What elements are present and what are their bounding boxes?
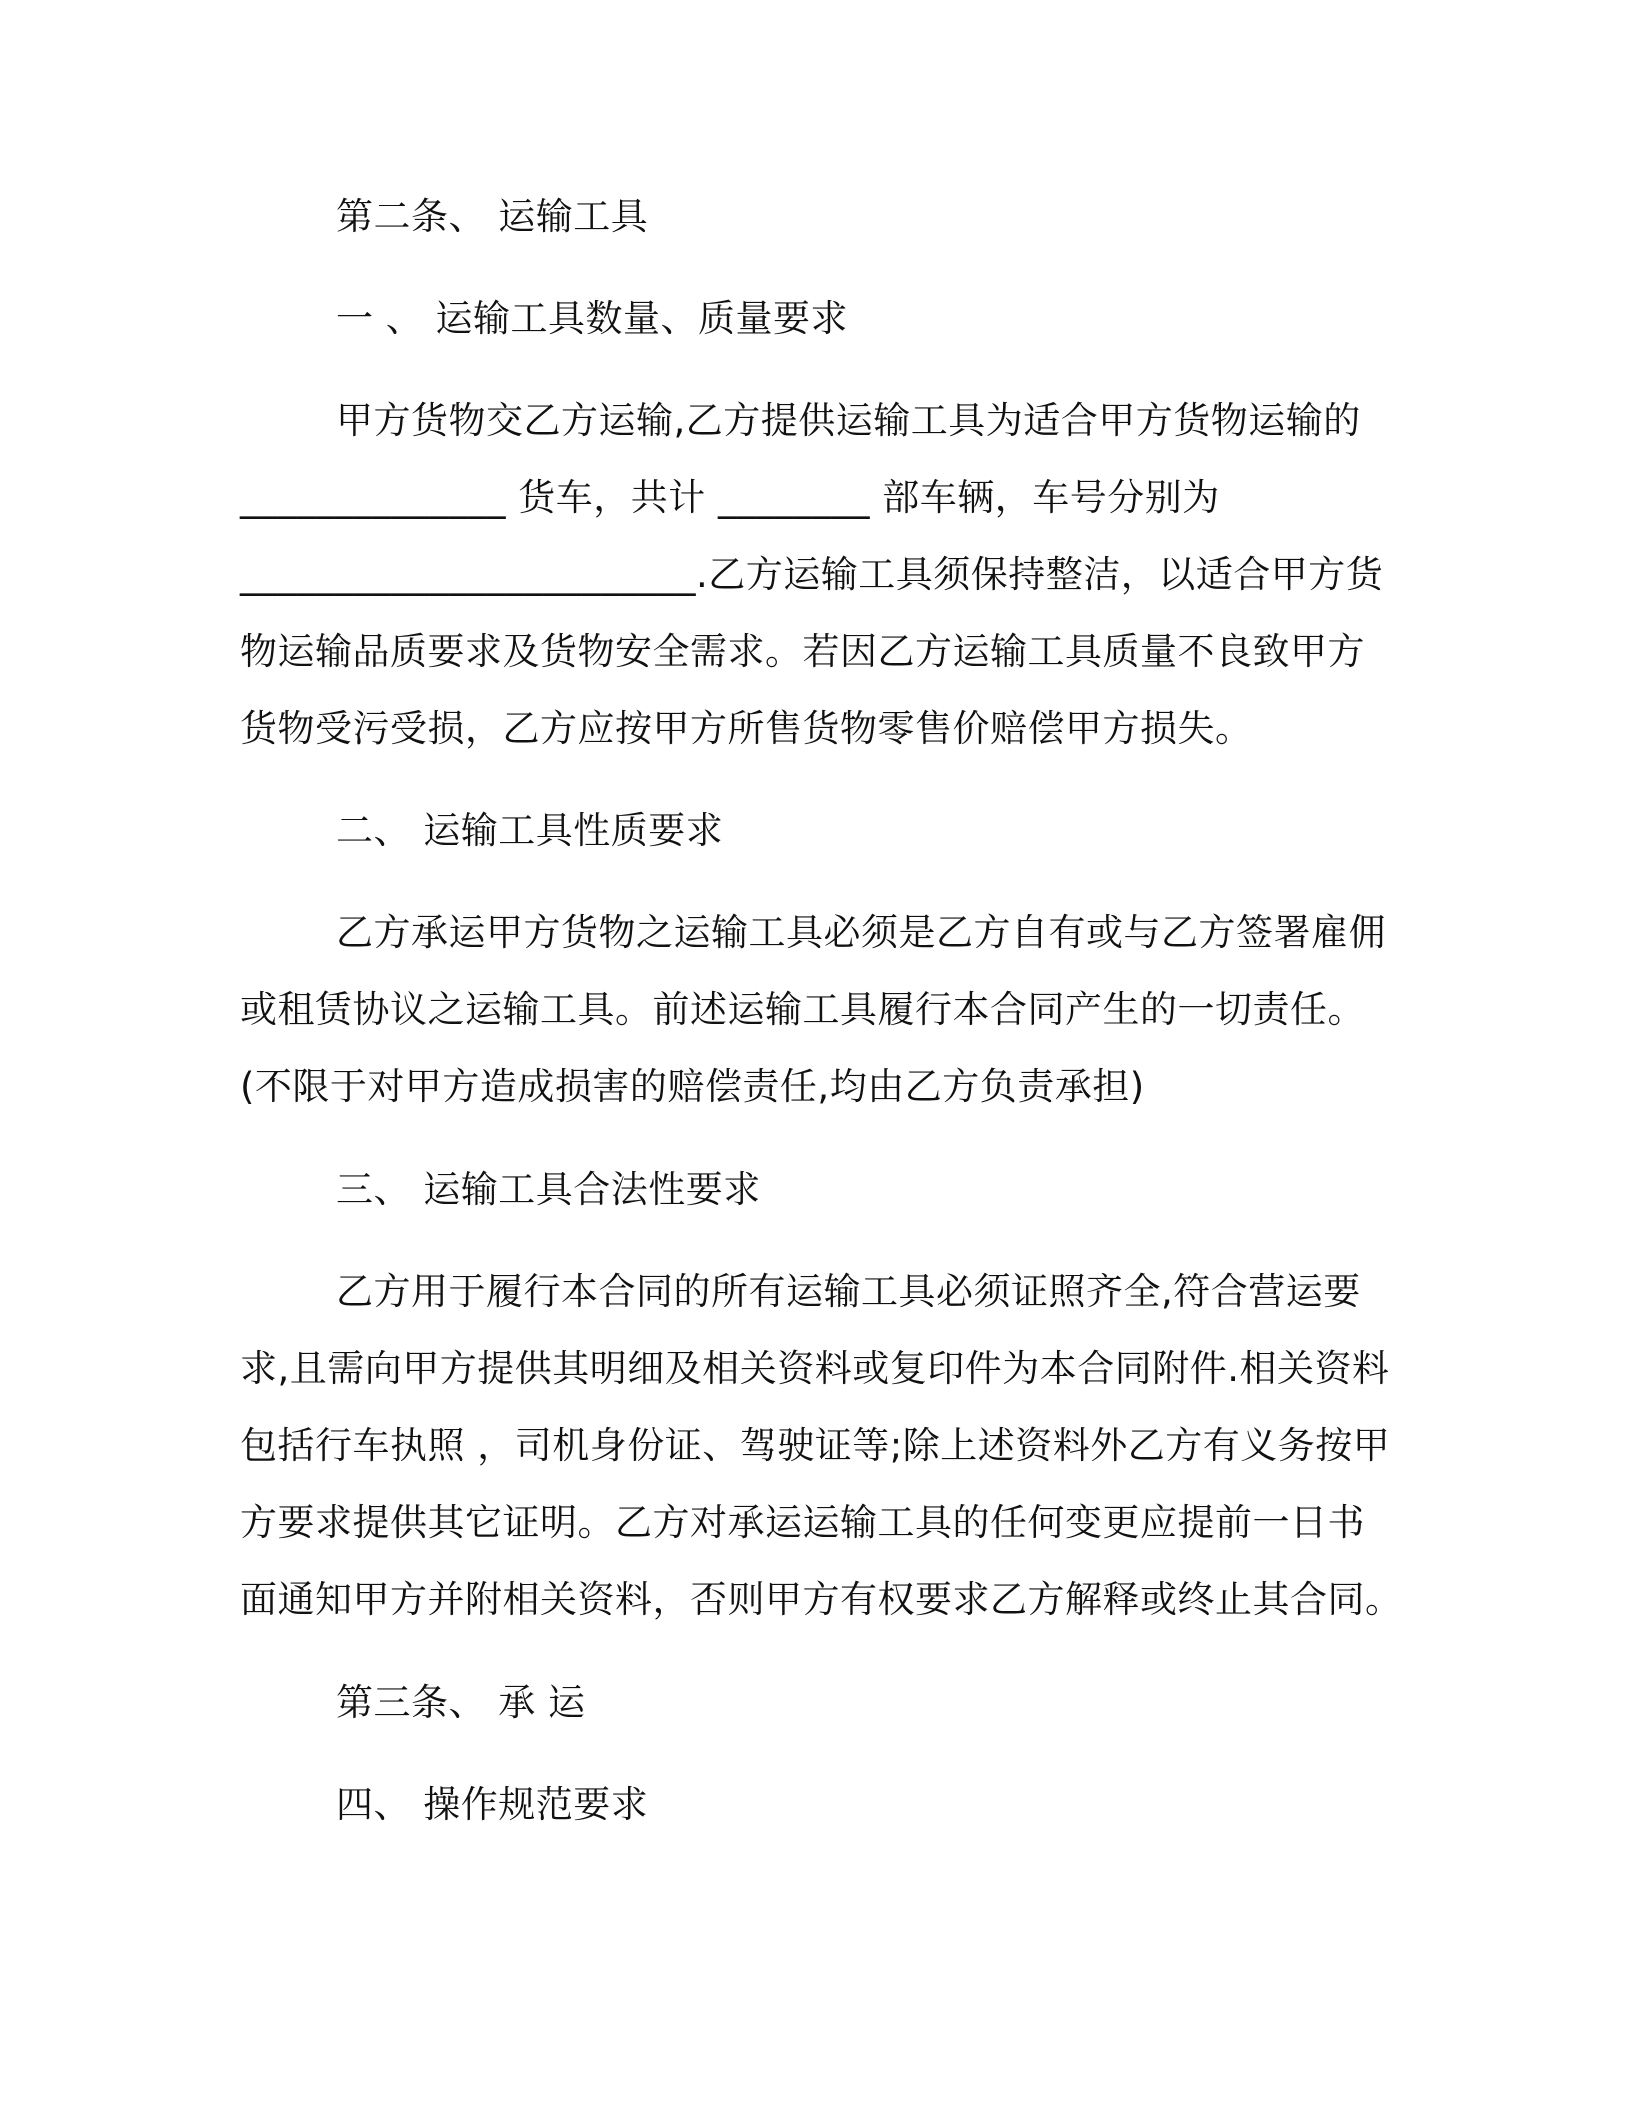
section-1-paragraph-line: 货物受污受损，乙方应按甲方所售货物零售价赔偿甲方损失。 <box>240 707 1253 750</box>
section-1-paragraph-line: 甲方货物交乙方运输,乙方提供运输工具为适合甲方货物运输的 <box>336 399 1361 442</box>
section-2-paragraph-line: (不限于对甲方造成损害的赔偿责任,均由乙方负责承担) <box>240 1065 1145 1108</box>
section-3-paragraph-line: 求,且需向甲方提供其明细及相关资料或复印件为本合同附件.相关资料 <box>240 1347 1390 1390</box>
section-1-paragraph-line: ______________ 货车，共计 ________ 部车辆，车号分别为 <box>240 476 1220 519</box>
section-3-paragraph-line: 方要求提供其它证明。乙方对承运运输工具的任何变更应提前一日书 <box>240 1501 1365 1544</box>
section-1-title: 一 、 运输工具数量、质量要求 <box>336 297 849 340</box>
section-2-paragraph-line: 或租赁协议之运输工具。前述运输工具履行本合同产生的一切责任。 <box>240 988 1365 1031</box>
section-3-paragraph-line: 乙方用于履行本合同的所有运输工具必须证照齐全,符合营运要 <box>336 1270 1361 1313</box>
section-1-paragraph-line: ________________________.乙方运输工具须保持整洁，以适合甲方货 <box>240 553 1384 596</box>
section-2-paragraph-line: 乙方承运甲方货物之运输工具必须是乙方自有或与乙方签署雇佣 <box>336 911 1386 954</box>
article-2-title: 第二条、 运输工具 <box>336 195 649 238</box>
article-3-title: 第三条、 承 运 <box>336 1681 586 1724</box>
section-3-paragraph-line: 面通知甲方并附相关资料，否则甲方有权要求乙方解释或终止其合同。 <box>240 1578 1403 1621</box>
section-3-paragraph-line: 包括行车执照 ，司机身份证、驾驶证等;除上述资料外乙方有义务按甲 <box>240 1424 1391 1467</box>
section-2-title: 二、 运输工具性质要求 <box>336 809 724 852</box>
section-3-title: 三、 运输工具合法性要求 <box>336 1168 761 1211</box>
section-1-paragraph-line: 物运输品质要求及货物安全需求。若因乙方运输工具质量不良致甲方 <box>240 630 1365 673</box>
section-4-title: 四、 操作规范要求 <box>336 1783 649 1826</box>
